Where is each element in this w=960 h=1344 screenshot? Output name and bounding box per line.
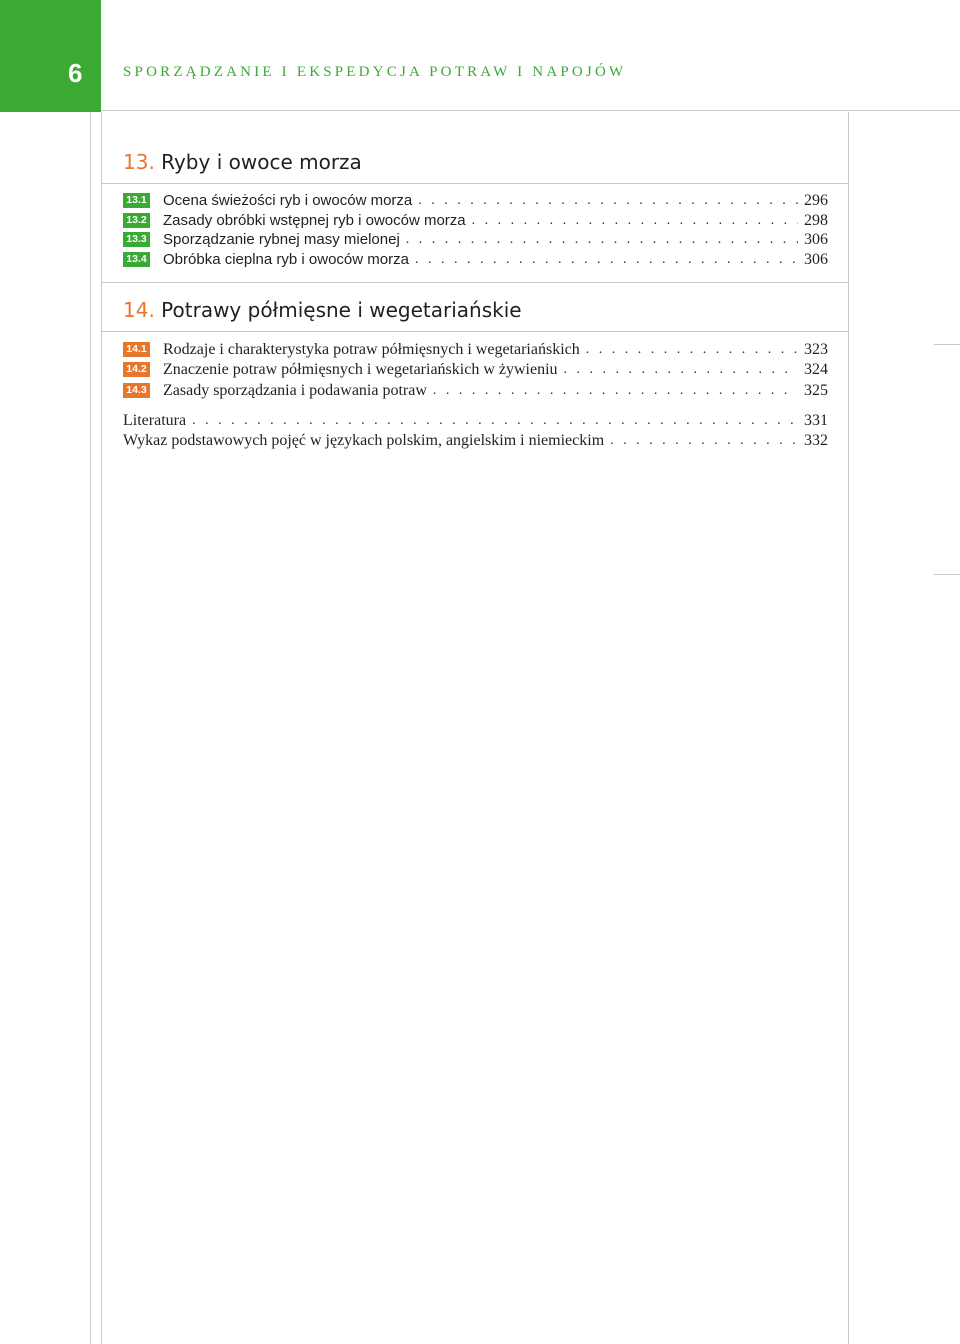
- toc-entry-13-4[interactable]: [123, 250, 828, 270]
- chapter-14-bottom-rule: [101, 331, 848, 332]
- entry-title: Znaczenie potraw półmięsnych i wegetariańskich w żywieniu: [163, 361, 558, 378]
- section-badge: 13.4: [123, 252, 150, 267]
- chapter-14-title-text: Potrawy półmięsne i wegetariańskie: [161, 298, 522, 322]
- page-ref: 306: [804, 251, 828, 268]
- chapter-14-top-rule: [101, 282, 848, 283]
- section-badge: 13.1: [123, 193, 150, 208]
- page-ref: 332: [804, 432, 828, 449]
- entry-title: Obróbka cieplna ryb i owoców morza: [163, 251, 409, 268]
- running-head: [101, 0, 960, 111]
- chapter-13-title-text: Ryby i owoce morza: [161, 150, 362, 174]
- page-ref: 323: [804, 341, 828, 358]
- toc-entry-13-3[interactable]: [123, 230, 828, 250]
- page-number: 6: [0, 0, 101, 112]
- entry-title: Sporządzanie rybnej masy mielonej: [163, 231, 400, 248]
- toc-entry-13-2[interactable]: [123, 211, 828, 231]
- section-badge: 14.2: [123, 362, 150, 377]
- entry-title: Zasady obróbki wstępnej ryb i owoców morza: [163, 212, 466, 229]
- right-margin-mark-2: [934, 574, 960, 575]
- toc-entry-14-3[interactable]: [123, 381, 828, 401]
- right-margin-mark-1: [934, 344, 960, 345]
- dot-leader: [192, 411, 798, 431]
- dot-leader: [418, 191, 798, 211]
- page-ref: 298: [804, 212, 828, 229]
- dot-leader: [433, 381, 798, 401]
- right-margin-rule: [848, 112, 849, 1344]
- toc-entry-14-2[interactable]: [123, 360, 828, 380]
- left-margin-rule-inner: [101, 112, 102, 1344]
- page-ref: 325: [804, 382, 828, 399]
- chapter-14-number: 14.: [123, 298, 155, 322]
- page-ref: 306: [804, 231, 828, 248]
- chapter-13-top-rule: [101, 183, 848, 184]
- header-band: [0, 0, 960, 112]
- page-ref: 296: [804, 192, 828, 209]
- page-ref: 331: [804, 412, 828, 429]
- toc-entry-14-1[interactable]: [123, 340, 828, 360]
- entry-title: Ocena świeżości ryb i owoców morza: [163, 192, 413, 209]
- chapter-13-title[interactable]: [123, 150, 362, 174]
- page-ref: 324: [804, 361, 828, 378]
- toc-entry-glossary[interactable]: [123, 431, 828, 451]
- entry-title: Literatura: [123, 412, 187, 429]
- chapter-14-title[interactable]: [123, 298, 522, 322]
- chapter-13-number: 13.: [123, 150, 155, 174]
- toc-entry-13-1[interactable]: [123, 191, 828, 211]
- dot-leader: [586, 340, 798, 360]
- entry-title: Rodzaje i charakterystyka potraw półmięsnych i wegetariańskich: [163, 341, 580, 358]
- toc-entry-literatura[interactable]: [123, 411, 828, 431]
- section-badge: 13.2: [123, 213, 150, 228]
- dot-leader: [406, 230, 798, 250]
- running-title: SPORZĄDZANIE I EKSPEDYCJA POTRAW I NAPOJÓW: [123, 64, 627, 80]
- left-margin-rule-outer: [90, 112, 91, 1344]
- entry-title: Zasady sporządzania i podawania potraw: [163, 382, 427, 399]
- section-badge: 14.3: [123, 383, 150, 398]
- dot-leader: [564, 360, 798, 380]
- section-badge: 13.3: [123, 232, 150, 247]
- dot-leader: [415, 250, 798, 270]
- dot-leader: [472, 211, 798, 231]
- entry-title: Wykaz podstawowych pojęć w językach polskim, angielskim i niemieckim: [123, 432, 605, 449]
- section-badge: 14.1: [123, 342, 150, 357]
- dot-leader: [610, 431, 798, 451]
